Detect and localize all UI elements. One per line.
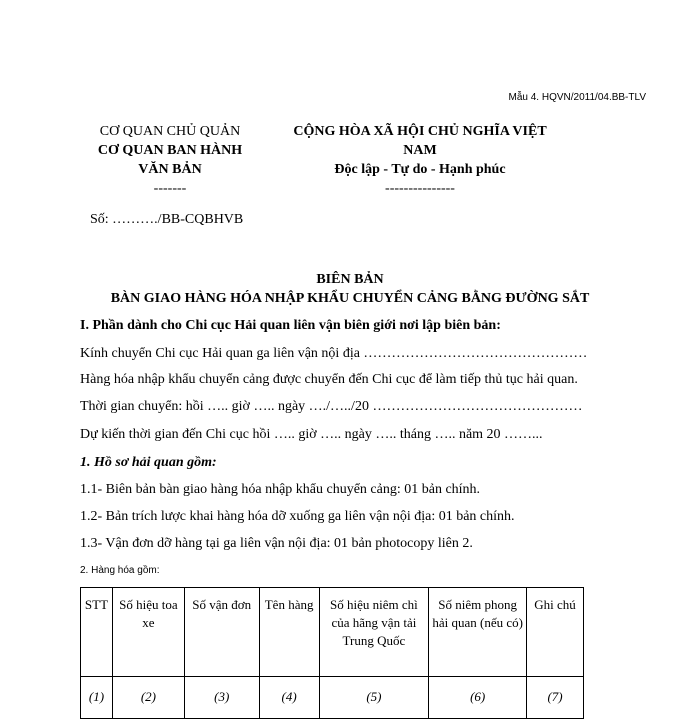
- table-header-cell: Số vận đơn: [184, 588, 259, 677]
- national-motto: Độc lập - Tự do - Hạnh phúc: [334, 162, 506, 177]
- governing-agency: CƠ QUAN CHỦ QUẢN: [99, 124, 241, 139]
- transfer-time-line: Thời gian chuyển: hồi ….. giờ ….. ngày …./…../20 ………………………………………: [80, 399, 583, 414]
- dossier-item-1: 1.1- Biên bản bàn giao hàng hóa nhập khẩu chuyển cảng: 01 bản chính.: [80, 482, 481, 497]
- table-cell: (4): [259, 677, 319, 719]
- expected-arrival-line: Dự kiến thời gian đến Chi cục hồi ….. giờ ….. ngày ….. tháng ….. năm 20 ……...: [80, 427, 543, 442]
- table-header-cell: Ghi chú: [527, 588, 584, 677]
- table-cell: (7): [527, 677, 584, 719]
- form-code: Mẫu 4. HQVN/2011/04.BB-TLV: [508, 92, 646, 103]
- transfer-purpose-line: Hàng hóa nhập khẩu chuyển cảng được chuyển đến Chi cục để làm tiếp thủ tục hải quan.: [80, 372, 578, 387]
- table-header-cell: Số hiệu niêm chì của hãng vận tải Trung Quốc: [319, 588, 429, 677]
- issuing-agency-line1: CƠ QUAN BAN HÀNH: [97, 143, 243, 158]
- left-header-dash: -------: [153, 181, 187, 196]
- issuing-agency-line2: VĂN BẢN: [138, 162, 202, 177]
- national-header: [270, 122, 570, 198]
- document-number: Số: ………./BB-CQBHVB: [90, 212, 244, 227]
- section1-heading: I. Phần dành cho Chi cục Hải quan liên vận biên giới nơi lập biên bản:: [80, 318, 501, 333]
- document-title: [0, 270, 700, 308]
- subsection1-heading: 1. Hồ sơ hải quan gồm:: [80, 455, 217, 470]
- table-cell: (5): [319, 677, 429, 719]
- title-line2: BÀN GIAO HÀNG HÓA NHẬP KHẨU CHUYỂN CẢNG BẰNG ĐƯỜNG SẮT: [110, 291, 590, 306]
- subsection2-heading: 2. Hàng hóa gồm:: [80, 565, 160, 576]
- table-cell: (3): [184, 677, 259, 719]
- right-header-dash: ---------------: [385, 181, 455, 196]
- country-name-line1: CỘNG HÒA XÃ HỘI CHỦ NGHĨA VIỆT: [293, 124, 547, 139]
- dossier-item-3: 1.3- Vận đơn dỡ hàng tại ga liên vận nội địa: 01 bản photocopy liên 2.: [80, 536, 473, 551]
- table-header-cell: Số hiệu toa xe: [112, 588, 184, 677]
- issuing-agency-header: [70, 122, 270, 198]
- recipient-line: Kính chuyển Chi cục Hải quan ga liên vận nội địa …………………………………………: [80, 346, 588, 361]
- goods-table: [80, 587, 584, 719]
- table-header-cell: Số niêm phong hải quan (nếu có): [429, 588, 527, 677]
- table-row: [81, 677, 584, 719]
- table-header-cell: STT: [81, 588, 113, 677]
- country-name-line2: NAM: [403, 143, 437, 158]
- table-header-row: [81, 588, 584, 677]
- title-line1: BIÊN BẢN: [316, 272, 384, 287]
- table-cell: (1): [81, 677, 113, 719]
- table-cell: (6): [429, 677, 527, 719]
- table-cell: (2): [112, 677, 184, 719]
- dossier-item-2: 1.2- Bản trích lược khai hàng hóa dỡ xuống ga liên vận nội địa: 01 bản chính.: [80, 509, 515, 524]
- table-header-cell: Tên hàng: [259, 588, 319, 677]
